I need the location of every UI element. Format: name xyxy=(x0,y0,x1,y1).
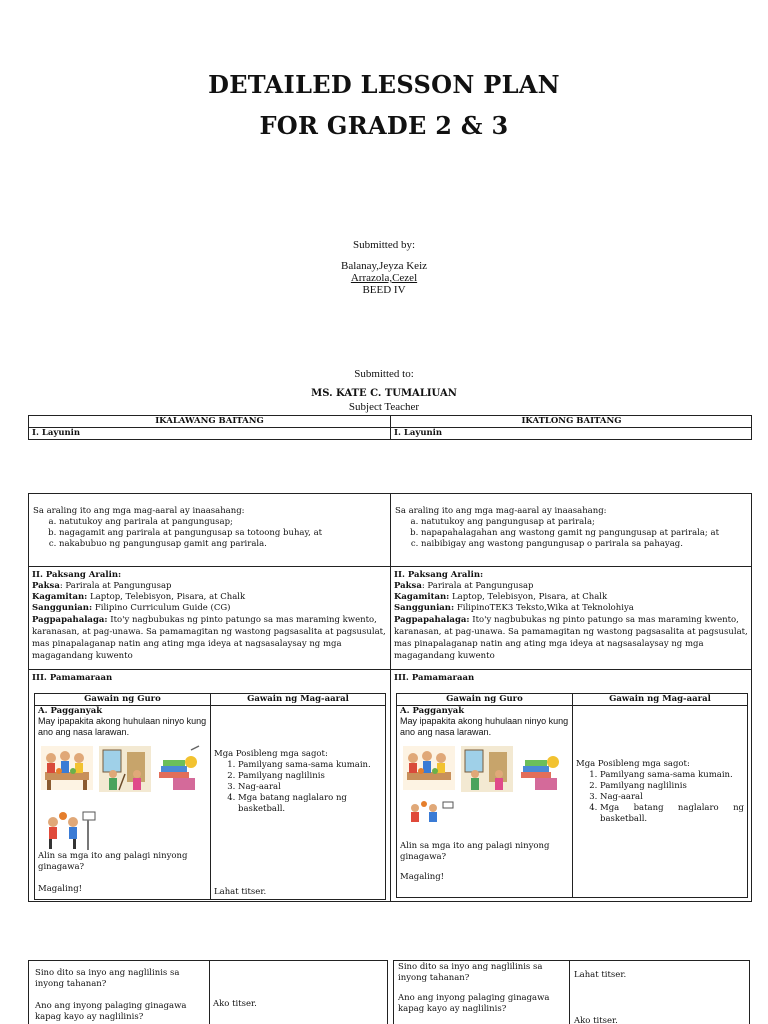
sanggunian-label-left: Sanggunian: xyxy=(32,603,93,613)
activity-illustrations-right xyxy=(401,744,569,834)
answers-right xyxy=(576,759,744,825)
title-line-1: DETAILED LESSON PLAN xyxy=(208,70,560,99)
submitter-name-2: Arrazola,Cezel xyxy=(350,272,418,284)
objective-right-c: c. naibibigay ang wastong pangungusap o parirala sa pahayag. xyxy=(421,539,747,550)
pagpapahalaga-label-left: Pagpapahalaga: xyxy=(32,615,108,625)
objectives-left xyxy=(33,506,385,550)
family-cleaning-picture xyxy=(99,746,151,792)
inner-table-right xyxy=(396,693,748,898)
sanggunian-left: Filipino Curriculum Guide (CG) xyxy=(92,603,231,613)
answer-left-3: 3. Nag-aaral xyxy=(238,782,382,793)
praise-left: Magaling! xyxy=(38,884,83,894)
objective-right-a: a. natutukoy ang pangungusap at parirala; xyxy=(421,517,747,528)
pamamaraan-heading-left: III. Pamamaraan xyxy=(32,673,113,683)
submitter-course: BEED IV xyxy=(362,284,406,296)
objectives-intro-left: Sa araling ito ang mga mag-aaral ay inaasahang: xyxy=(33,506,245,516)
magaaral-header-left: Gawain ng Mag-aaral xyxy=(247,694,349,704)
objective-left-a: a. natutukoy ang parirala at pangungusap; xyxy=(59,517,385,528)
answer-right-1: 1. Pamilyang sama-sama kumain. xyxy=(600,770,744,781)
answer-right-4: 4. Mga batang naglalaro ng basketball. xyxy=(600,803,744,825)
family-eating-picture xyxy=(41,746,93,790)
objective-left-b: b. nagagamit ang parirala at pangungusap sa totoong buhay, at xyxy=(59,528,385,539)
continuation-table-right xyxy=(393,960,750,1024)
kagamitan-label-right: Kagamitan: xyxy=(394,592,450,602)
paksa-label-right: Paksa xyxy=(394,581,422,591)
response-left: Lahat titser. xyxy=(214,887,267,897)
response-right-1: Lahat titser. xyxy=(574,970,627,980)
pagpapahalaga-right: Ito'y nagbubukas ng pinto patungo sa mas maraming kwento, karanasan, at pag-unawa. Sa pamamagitan ng wastong pagsasalita at pagsusulat, mas pinapalaganap natin ang ating mga ideya at nagsasalaysay ng mga magagandang kuwento xyxy=(394,615,748,661)
praise-right: Magaling! xyxy=(400,872,445,882)
sanggunian-label-right: Sanggunian: xyxy=(394,603,455,613)
pamamaraan-heading-right: III. Pamamaraan xyxy=(394,673,475,683)
guro-header-left: Gawain ng Guro xyxy=(84,694,161,704)
continuation-table-left xyxy=(28,960,388,1024)
paksa-left: : Parirala at Pangungusap xyxy=(59,581,172,591)
family-eating-picture-right xyxy=(403,746,455,790)
pagganyak-right: A. Pagganyak xyxy=(400,706,465,716)
paksang-aralin-heading-left: II. Paksang Aralin: xyxy=(32,570,122,580)
objectives-right xyxy=(395,506,747,550)
pagpapahalaga-left: Ito'y nagbubukas ng pinto patungo sa mas maraming kwento, karanasan, at pag-unawa. Sa pamamagitan ng wastong pagsasalita at pagsusulat, mas pinapalaganap natin ang ating mga ideya at nagsasalaysay ng mga magagandang kuwento xyxy=(32,615,386,661)
question-right: Alin sa mga ito ang palagi ninyong ginagawa? xyxy=(400,841,550,862)
family-cleaning-picture-right xyxy=(461,746,513,792)
answer-right-3: 3. Nag-aaral xyxy=(600,792,744,803)
submitted-to-label: Submitted to: xyxy=(354,368,414,380)
submitter-name-1: Balanay,Jeyza Keiz xyxy=(340,260,428,272)
objective-right-b: b. napapahalagahan ang wastong gamit ng pangungusap at parirala; at xyxy=(421,528,747,539)
kagamitan-label-left: Kagamitan: xyxy=(32,592,88,602)
answer-left-4: 4. Mga batang naglalaro ng basketball. xyxy=(238,793,382,815)
pagganyak-left: A. Pagganyak xyxy=(38,706,103,716)
answers-left xyxy=(214,749,382,815)
column-header-left: IKALAWANG BAITANG xyxy=(155,416,264,426)
inner-table-left xyxy=(34,693,386,900)
paksa-label-left: Paksa xyxy=(32,581,60,591)
basketball-kids-picture xyxy=(41,810,97,854)
kagamitan-right: Laptop, Telebisyon, Pisara, at Chalk xyxy=(449,592,608,602)
answers-label-left: Mga Posibleng mga sagot: xyxy=(214,749,328,759)
sanggunian-right: FilipinoTEK3 Teksto,Wika at Teknolohiya xyxy=(454,603,634,613)
column-header-right: IKATLONG BAITANG xyxy=(521,416,622,426)
question-left: Alin sa mga ito ang palagi ninyong ginagawa? xyxy=(38,851,188,872)
paksang-aralin-right xyxy=(394,570,750,662)
header-table xyxy=(28,415,752,440)
lesson-table xyxy=(28,493,752,902)
pagpapahalaga-label-right: Pagpapahalaga: xyxy=(394,615,470,625)
paksang-aralin-heading-right: II. Paksang Aralin: xyxy=(394,570,484,580)
submitted-by-label: Submitted by: xyxy=(352,239,416,251)
answer-right-2: 2. Pamilyang naglilinis xyxy=(600,781,744,792)
intro-right: May ipapakita akong huhulaan ninyo kung ano ang nasa larawan. xyxy=(400,716,569,737)
objectives-intro-right: Sa araling ito ang mga mag-aaral ay inaasahang: xyxy=(395,506,607,516)
magaaral-header-right: Gawain ng Mag-aaral xyxy=(609,694,711,704)
kagamitan-left: Laptop, Telebisyon, Pisara, at Chalk xyxy=(87,592,246,602)
basketball-kids-picture-right xyxy=(403,800,455,830)
answer-left-1: 1. Pamilyang sama-sama kumain. xyxy=(238,760,382,771)
activity-illustrations-left xyxy=(39,744,207,856)
paksa-right: : Parirala at Pangungusap xyxy=(421,581,534,591)
q1-left: Sino dito sa inyo ang naglilinis sa inyong tahanan? xyxy=(35,968,180,989)
layunin-label-left: I. Layunin xyxy=(32,428,81,438)
q2-left: Ano ang inyong palaging ginagawa kapag kayo ay naglilinis? xyxy=(35,1001,187,1022)
objective-left-c: c. nakabubuo ng pangungusap gamit ang parirala. xyxy=(59,539,385,550)
response-right-2: Ako titser. xyxy=(574,1016,618,1024)
teacher-name: MS. KATE C. TUMALIUAN xyxy=(311,388,457,399)
title-line-2: FOR GRADE 2 & 3 xyxy=(259,111,509,140)
teacher-role: Subject Teacher xyxy=(348,401,420,413)
q2-right: Ano ang inyong palaging ginagawa kapag kayo ay naglilinis? xyxy=(398,993,550,1014)
paksang-aralin-left xyxy=(32,570,388,662)
guro-header-right: Gawain ng Guro xyxy=(446,694,523,704)
layunin-label-right: I. Layunin xyxy=(394,428,443,438)
answer-left-2: 2. Pamilyang naglilinis xyxy=(238,771,382,782)
response-left-1: Ako titser. xyxy=(213,999,257,1009)
answers-label-right: Mga Posibleng mga sagot: xyxy=(576,759,690,769)
q1-right: Sino dito sa inyo ang naglilinis sa inyong tahanan? xyxy=(398,962,543,983)
intro-left: May ipapakita akong huhulaan ninyo kung ano ang nasa larawan. xyxy=(38,716,207,737)
studying-picture-right xyxy=(519,750,565,792)
studying-picture xyxy=(157,746,203,792)
